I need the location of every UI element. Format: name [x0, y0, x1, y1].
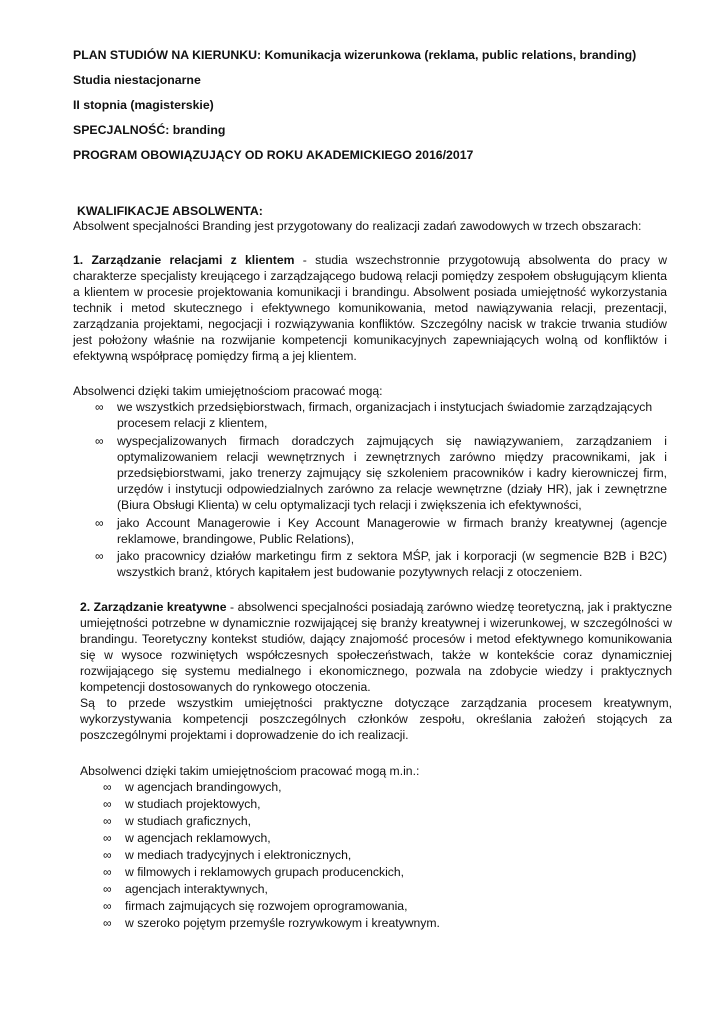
section1-work-intro: Absolwenci dzięki takim umiejętnościom pracować mogą: [73, 384, 383, 398]
study-mode: Studia niestacjonarne [73, 73, 201, 87]
bullet-icon: ∞ [103, 797, 112, 811]
list-item: jako Account Managerowie i Key Account Managerowie w firmach branży kreatywnej (agencje [117, 516, 667, 530]
list-item-continuation: procesem relacji z klientem, [117, 416, 268, 430]
list-item: we wszystkich przedsiębiorstwach, firmach, organizacjach i instytucjach świadomie zarządzających [117, 400, 653, 414]
study-degree: II stopnia (magisterskie) [73, 98, 214, 112]
section2-line-3: brandingu. Teoretyczny kontekst studiów, dający znajomość procesów i metod efektywnego komunikowania [80, 632, 672, 646]
section2-title: 2. Zarządzanie kreatywne [80, 600, 227, 614]
section2-line-9: poszczególnymi projektami i doprowadzenie do ich realizacji. [80, 728, 409, 742]
section2-line-2: umiejętności potrzebne w dynamicznie rozwijającej się branży kreatywnej i wizerunkowej, w szczególności w [80, 616, 672, 630]
bullet-icon: ∞ [103, 831, 112, 845]
list-item: w agencjach reklamowych, [125, 831, 271, 845]
bullet-icon: ∞ [103, 780, 112, 794]
list-item: w agencjach brandingowych, [125, 780, 282, 794]
list-item-continuation: reklamowe, brandingowe, Public Relations), [117, 532, 355, 546]
list-item: w mediach tradycyjnych i elektronicznych, [125, 848, 352, 862]
section1-line-4: technik i metod skutecznego i efektywnego komunikowania, metod nawiązywania relacji, prezentacji, [73, 301, 667, 315]
list-item-continuation: (Biura Obsługi Klienta) w celu optymalizacji tych relacji i zwiększenia ich efektywności, [117, 498, 582, 512]
section1-title: 1. Zarządzanie relacjami z klientem [73, 253, 295, 267]
section1-line-2: charakterze specjalisty kreującego i zarządzającego budową relacji pomiędzy zespołem obsługującym klienta [73, 269, 667, 283]
section1-line-5: zarządzania projektami, negocjacji i rozwiązywania konfliktów. Szczególny nacisk w trakcie trwania studiów [73, 317, 667, 331]
section1-line-1: 1. Zarządzanie relacjami z klientem - studia wszechstronnie przygotowują absolwenta do pracy w [73, 253, 667, 267]
section2-line-7: Są to przede wszystkim umiejętności praktyczne dotyczące zarządzania procesem kreatywnym, [80, 696, 672, 710]
section1-line-3: a klientem w procesie projektowania komunikacji i brandingu. Absolwent posiada umiejętność wykorzystania [73, 285, 667, 299]
list-item: w studiach projektowych, [125, 797, 261, 811]
section2-line-4: się w wysoce rozwiniętych współczesnych społeczeństwach, także w kontekście coraz dynamiczniej [80, 648, 672, 662]
list-item: firmach zajmujących się rozwojem oprogramowania, [125, 899, 408, 913]
bullet-icon: ∞ [95, 400, 104, 414]
program-title: PLAN STUDIÓW NA KIERUNKU: Komunikacja wizerunkowa (reklama, public relations, branding) [73, 48, 637, 62]
list-item: w studiach graficznych, [125, 814, 251, 828]
program-year: PROGRAM OBOWIĄZUJĄCY OD ROKU AKADEMICKIEGO 2016/2017 [73, 148, 474, 162]
list-item-continuation: wszystkich branż, których kapitałem jest budowanie pozytywnych relacji z otoczeniem. [117, 565, 583, 579]
list-item: w filmowych i reklamowych grupach producenckich, [125, 865, 405, 879]
section1-line-7: efektywną współpracę pomiędzy firmą a jej klientem. [73, 349, 357, 363]
bullet-icon: ∞ [95, 434, 104, 448]
section2-line-1: 2. Zarządzanie kreatywne - absolwenci specjalności posiadają zarówno wiedzę teoretyczną, jak i praktyczne [80, 600, 672, 614]
qualifications-intro: Absolwent specjalności Branding jest przygotowany do realizacji zadań zawodowych w trzech obszarach: [73, 219, 642, 233]
section2-work-intro: Absolwenci dzięki takim umiejętnościom pracować mogą m.in.: [80, 764, 420, 778]
list-item: agencjach interaktywnych, [125, 882, 268, 896]
bullet-icon: ∞ [103, 848, 112, 862]
specialization: SPECJALNOŚĆ: branding [73, 123, 226, 137]
bullet-icon: ∞ [103, 865, 112, 879]
section2-line-8: wykorzystywania kompetencji poszczególnych członków zespołu, określania założeń stojących za [80, 712, 672, 726]
bullet-icon: ∞ [95, 516, 104, 530]
section2-line-5: rozwijającego się systemu medialnego i ekonomicznego, pozwala na zdobycie wiedzy i praktycznych [80, 664, 672, 678]
section1-line-6: jest położony właśnie na rozwijanie kompetencji komunikacyjnych zapewniających wolną od konfliktów i [73, 333, 667, 347]
bullet-icon: ∞ [103, 899, 112, 913]
list-item-continuation: urzędów i instytucji odpowiedzialnych zarówno za relacje wewnętrzne (działy HR), jak i zewnętrzne [117, 482, 667, 496]
list-item-continuation: optymalizowaniem relacji wewnętrznych i zewnętrznych zarówno między pracownikami, jak i [117, 450, 667, 464]
bullet-icon: ∞ [103, 882, 112, 896]
section2-line-6: kompetencji dostosowanych do rynkowego otoczenia. [80, 680, 371, 694]
bullet-icon: ∞ [103, 916, 112, 930]
qualifications-heading: KWALIFIKACJE ABSOLWENTA: [77, 204, 263, 218]
list-item: w szeroko pojętym przemyśle rozrywkowym i kreatywnym. [125, 916, 440, 930]
bullet-icon: ∞ [103, 814, 112, 828]
list-item: jako pracownicy działów marketingu firm z sektora MŚP, jak i korporacji (w segmencie B2B i B2C) [117, 549, 667, 563]
bullet-icon: ∞ [95, 549, 104, 563]
list-item: wyspecjalizowanych firmach doradczych zajmujących się nawiązywaniem, zarządzaniem i [117, 434, 667, 448]
list-item-continuation: przedsiębiorstwami, jako trenerzy zajmujący się szkoleniem pracowników i kadry kierowniczej firm, [117, 466, 667, 480]
